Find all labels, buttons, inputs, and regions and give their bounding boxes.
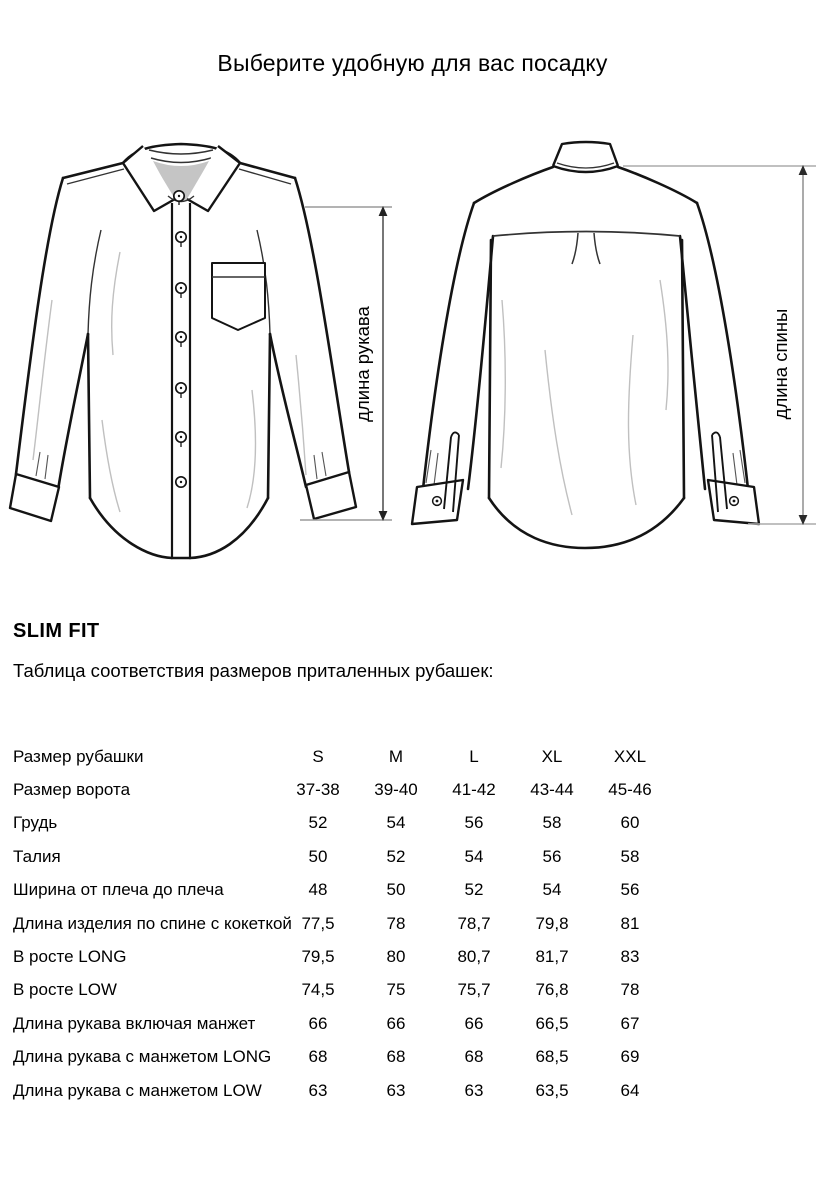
size-cell: L xyxy=(469,746,479,766)
size-table-row xyxy=(13,807,673,840)
chest-pocket xyxy=(212,263,265,330)
size-table xyxy=(13,740,673,1107)
front-body xyxy=(63,163,295,558)
shirt-back-drawing xyxy=(412,142,759,548)
size-table-row xyxy=(13,907,673,940)
size-cell: 68 xyxy=(386,1047,406,1067)
size-cell: 54 xyxy=(542,880,562,900)
back-body xyxy=(474,167,697,548)
size-cell: 75,7 xyxy=(457,980,491,1000)
size-cell: 64 xyxy=(620,1080,640,1100)
size-cell: 66,5 xyxy=(535,1013,569,1033)
size-table-row xyxy=(13,940,673,973)
back-length-arrow xyxy=(623,165,816,525)
size-table-row xyxy=(13,874,673,907)
size-cell: 81 xyxy=(620,913,640,933)
page-title: Выберите удобную для вас посадку xyxy=(217,50,608,76)
size-cell: 81,7 xyxy=(535,947,569,967)
size-row-label: В росте LONG xyxy=(13,947,127,967)
size-cell: 66 xyxy=(308,1013,328,1033)
size-cell: 80 xyxy=(386,947,406,967)
size-row-label: Грудь xyxy=(13,813,58,833)
size-cell: 69 xyxy=(620,1047,640,1067)
size-cell: S xyxy=(312,746,324,766)
size-cell: 58 xyxy=(620,846,640,866)
size-cell: XL xyxy=(541,746,563,766)
size-row-label: В росте LOW xyxy=(13,980,117,1000)
size-row-label: Длина рукава включая манжет xyxy=(13,1013,256,1033)
size-cell: 43-44 xyxy=(530,780,574,800)
size-cell: XXL xyxy=(613,746,647,766)
size-row-label: Ширина от плеча до плеча xyxy=(13,880,224,900)
back-crease-lines xyxy=(501,280,668,515)
size-cell: 60 xyxy=(620,813,640,833)
size-cell: 79,8 xyxy=(535,913,569,933)
size-cell: 79,5 xyxy=(301,947,335,967)
front-placket xyxy=(172,203,190,558)
shirt-diagram xyxy=(0,130,825,570)
back-length-label: длина спины xyxy=(770,308,791,420)
size-cell: 54 xyxy=(386,813,406,833)
size-cell: 76,8 xyxy=(535,980,569,1000)
size-table-row xyxy=(13,1074,673,1107)
size-row-label: Длина рукава с манжетом LOW xyxy=(13,1080,262,1100)
size-cell: 68 xyxy=(464,1047,484,1067)
fit-subtitle: Таблица соответствия размеров приталенных рубашек: xyxy=(13,660,494,681)
size-cell: 63 xyxy=(386,1080,406,1100)
front-buttons xyxy=(174,191,186,487)
size-cell: 68 xyxy=(308,1047,328,1067)
size-table-row xyxy=(13,1007,673,1040)
size-cell: 78,7 xyxy=(457,913,491,933)
back-sleeve-plackets xyxy=(433,432,739,512)
size-cell: 52 xyxy=(464,880,484,900)
size-cell: 74,5 xyxy=(301,980,335,1000)
size-table-row xyxy=(13,840,673,873)
size-row-label: Длина изделия по спине с кокеткой xyxy=(13,913,292,933)
sleeve-length-label: длина рукава xyxy=(352,306,373,422)
size-cell: 54 xyxy=(464,846,484,866)
back-sleeves xyxy=(423,203,748,489)
size-cell: 66 xyxy=(464,1013,484,1033)
size-cell: 45-46 xyxy=(608,780,652,800)
size-cell: 63 xyxy=(464,1080,484,1100)
back-collar xyxy=(553,142,618,172)
size-row-label: Размер рубашки xyxy=(13,746,144,766)
back-cuff-gathers xyxy=(426,450,745,485)
size-cell: 78 xyxy=(620,980,640,1000)
size-table-row xyxy=(13,773,673,806)
size-cell: 75 xyxy=(386,980,406,1000)
fit-heading: SLIM FIT xyxy=(13,620,100,642)
size-row-label: Длина рукава с манжетом LONG xyxy=(13,1047,272,1067)
size-cell: 56 xyxy=(542,846,562,866)
size-table-row xyxy=(13,1041,673,1074)
size-cell: 58 xyxy=(542,813,562,833)
size-cell: 50 xyxy=(386,880,406,900)
size-cell: 66 xyxy=(386,1013,406,1033)
size-cell: 48 xyxy=(308,880,328,900)
size-cell: 77,5 xyxy=(301,913,335,933)
front-cuff-gathers xyxy=(36,452,326,479)
size-cell: 63 xyxy=(308,1080,328,1100)
size-row-label: Талия xyxy=(13,846,61,866)
size-cell: 39-40 xyxy=(374,780,418,800)
size-cell: 83 xyxy=(620,947,640,967)
size-cell: 67 xyxy=(620,1013,640,1033)
size-cell: 63,5 xyxy=(535,1080,569,1100)
size-cell: 56 xyxy=(620,880,640,900)
size-cell: 50 xyxy=(308,846,328,866)
back-yoke xyxy=(493,232,680,265)
size-cell: 78 xyxy=(386,913,406,933)
size-row-label: Размер ворота xyxy=(13,780,131,800)
size-cell: M xyxy=(388,746,404,766)
size-cell: 68,5 xyxy=(535,1047,569,1067)
size-table-row xyxy=(13,740,673,773)
size-cell: 41-42 xyxy=(452,780,496,800)
size-cell: 52 xyxy=(308,813,328,833)
size-table-row xyxy=(13,974,673,1007)
size-cell: 52 xyxy=(386,846,406,866)
size-cell: 80,7 xyxy=(457,947,491,967)
size-cell: 37-38 xyxy=(296,780,340,800)
shirt-front-drawing xyxy=(10,144,356,558)
size-cell: 56 xyxy=(464,813,484,833)
back-cuffs xyxy=(412,480,759,524)
